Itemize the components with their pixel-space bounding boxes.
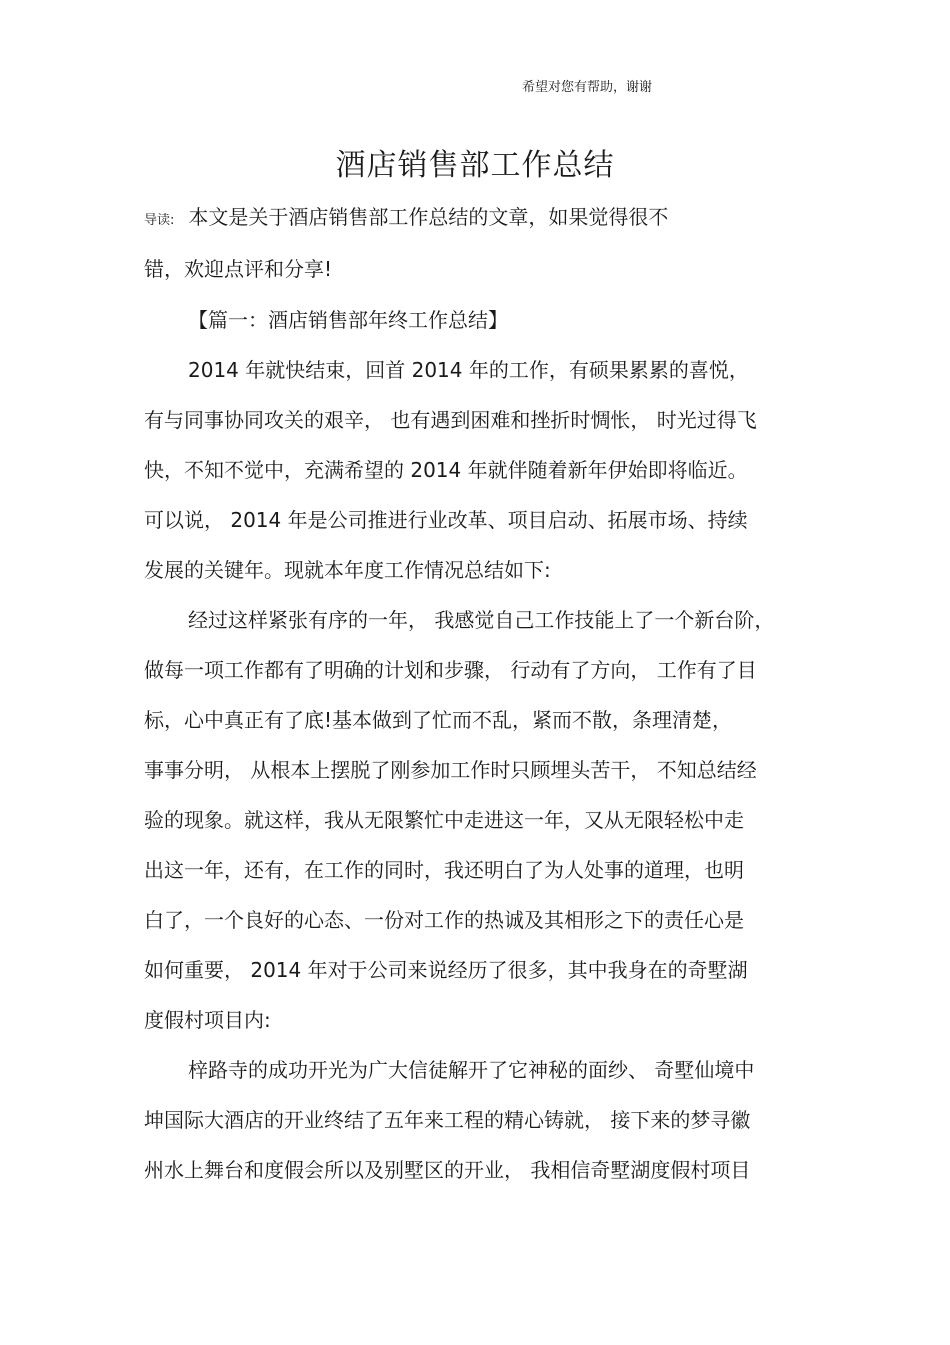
paragraph-2-line: 白了，一个良好的心态、一份对工作的热诚及其相形之下的责任心是 (144, 908, 744, 932)
paragraph-3-line: 坤国际大酒店的开业终结了五年来工程的精心铸就， 接下来的梦寻徽 (144, 1108, 751, 1132)
paragraph-2-line: 标，心中真正有了底!基本做到了忙而不乱，紧而不散，条理清楚， (144, 708, 733, 732)
paragraph-2-line: 如何重要， 2014 年对于公司来说经历了很多，其中我身在的奇墅湖 (144, 958, 748, 982)
document-title: 酒店销售部工作总结 (335, 148, 615, 183)
paragraph-2-line: 出这一年，还有，在工作的同时，我还明白了为人处事的道理，也明 (144, 858, 744, 882)
paragraph-1-line: 发展的关键年。现就本年度工作情况总结如下: (144, 558, 551, 582)
paragraph-1-line: 2014 年就快结束，回首 2014 年的工作，有硕果累累的喜悦， (188, 358, 749, 382)
intro-text-1: 本文是关于酒店销售部工作总结的文章，如果觉得很不 (188, 205, 669, 229)
section-heading: 【篇一：酒店销售部年终工作总结】 (188, 308, 508, 332)
paragraph-2-line: 验的现象。就这样，我从无限繁忙中走进这一年，又从无限轻松中走 (144, 808, 744, 832)
paragraph-3-line: 梓路寺的成功开光为广大信徒解开了它神秘的面纱、 奇墅仙境中 (188, 1058, 755, 1082)
paragraph-2-line: 事事分明， 从根本上摆脱了刚参加工作时只顾埋头苦干， 不知总结经 (144, 758, 757, 782)
paragraph-2-line: 经过这样紧张有序的一年， 我感觉自己工作技能上了一个新台阶， (188, 608, 775, 632)
paragraph-1-line: 有与同事协同攻关的艰辛， 也有遇到困难和挫折时惆怅， 时光过得飞 (144, 408, 757, 432)
intro-label: 导读: (144, 213, 175, 228)
paragraph-2-line: 度假村项目内: (144, 1008, 271, 1032)
paragraph-2-line: 做每一项工作都有了明确的计划和步骤， 行动有了方向， 工作有了目 (144, 658, 757, 682)
paragraph-1-line: 可以说， 2014 年是公司推进行业改革、项目启动、拓展市场、持续 (144, 508, 748, 532)
header-note: 希望对您有帮助，谢谢 (522, 80, 653, 95)
intro-line-1 (144, 204, 668, 234)
paragraph-3-line: 州水上舞台和度假会所以及别墅区的开业， 我相信奇墅湖度假村项目 (144, 1158, 751, 1182)
intro-line-2: 错，欢迎点评和分享! (144, 257, 333, 281)
paragraph-1-line: 快，不知不觉中，充满希望的 2014 年就伴随着新年伊始即将临近。 (144, 458, 748, 482)
